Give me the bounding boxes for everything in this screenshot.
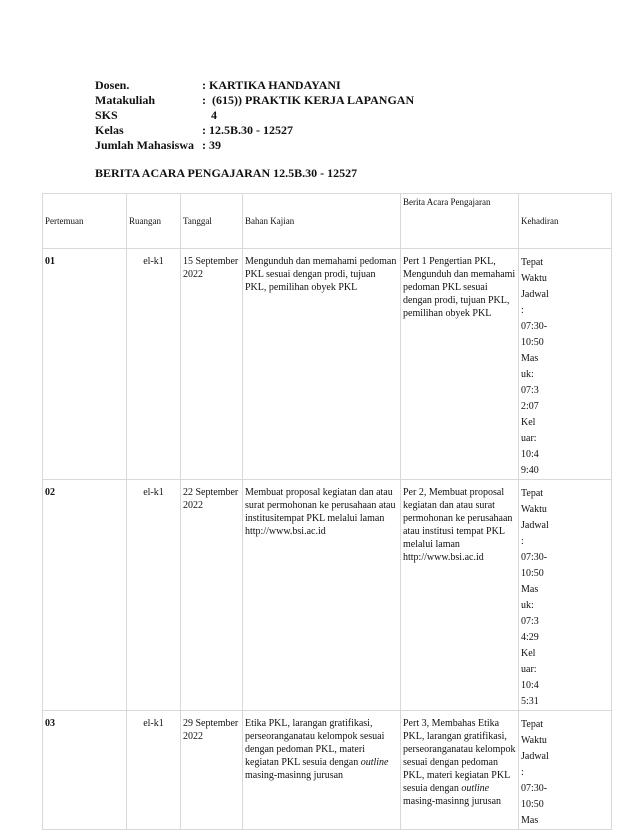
kehadiran-line: Tepat: [521, 719, 544, 730]
kehadiran-line: :: [521, 305, 524, 316]
kehadiran-line: Mas: [521, 584, 539, 595]
table-row: [43, 480, 612, 711]
kehadiran-line: 10:4: [521, 449, 539, 460]
cell-tanggal: 15 September 2022: [181, 249, 243, 480]
cell-pertemuan: 02: [43, 480, 127, 711]
info-dosen: [95, 78, 414, 93]
kehadiran-line: Tepat: [521, 488, 544, 499]
kehadiran-line: :: [521, 536, 524, 547]
cell-ruangan: el-k1: [127, 249, 181, 480]
col-kehadiran: Kehadiran: [519, 194, 612, 249]
label-dosen: Dosen.: [95, 78, 130, 92]
cell-kehadiran: [519, 480, 612, 711]
cell-pertemuan: 01: [43, 249, 127, 480]
info-kelas: [95, 123, 414, 138]
cell-berita-acara: [401, 711, 519, 830]
kehadiran-line: 10:4: [521, 680, 539, 691]
cell-berita-acara: Pert 1 Pengertian PKL, Mengunduh dan memahami pedoman PKL sesuai dengan prodi, tujuan PKL, pemilihan obyek PKL: [401, 249, 519, 480]
kehadiran-line: Mas: [521, 353, 539, 364]
berita-text: Pert 3, Membahas Etika PKL, larangan gratifikasi, perseoranganatau kelompok sesuai dengan pedoman PKL, materi kegiatan PKL sesuia dengan: [403, 718, 516, 794]
value-kelas: : 12.5B.30 - 12527: [202, 123, 293, 137]
kehadiran-line: Jadwal: [521, 520, 549, 531]
kehadiran-line: Mas: [521, 815, 539, 826]
table-row: [43, 249, 612, 480]
kehadiran-line: Waktu: [521, 273, 547, 284]
berita-emphasis: outline: [461, 783, 490, 794]
kehadiran-line: 07:30-: [521, 783, 548, 794]
info-jumlah: [95, 138, 414, 153]
kehadiran-line: :: [521, 767, 524, 778]
kehadiran-line: Jadwal: [521, 751, 549, 762]
cell-tanggal: 22 September 2022: [181, 480, 243, 711]
cell-pertemuan: 03: [43, 711, 127, 830]
label-kelas: Kelas: [95, 123, 124, 137]
info-matakuliah: [95, 93, 414, 108]
kehadiran-line: uk:: [521, 600, 534, 611]
page-title: BERITA ACARA PENGAJARAN 12.5B.30 - 12527: [95, 166, 358, 180]
kehadiran-line: 10:50: [521, 337, 544, 348]
kehadiran-line: 07:30-: [521, 321, 548, 332]
kehadiran-line: uar:: [521, 664, 537, 675]
berita-text-end: masing-masinng jurusan: [403, 796, 502, 807]
cell-bahan-kajian: [243, 711, 401, 830]
kehadiran-line: 9:40: [521, 465, 539, 476]
cell-ruangan: el-k1: [127, 480, 181, 711]
value-jumlah: : 39: [202, 138, 221, 152]
cell-bahan-kajian: Membuat proposal kegiatan dan atau surat permohonan ke perusahaan atau institusitempat PKL melalui laman http://www.bsi.ac.id: [243, 480, 401, 711]
cell-berita-acara: Per 2, Membuat proposal kegiatan dan atau surat permohonan ke perusahaan atau institusi tempat PKL melalui laman http://www.bsi.ac.id: [401, 480, 519, 711]
kehadiran-line: Jadwal: [521, 289, 549, 300]
cell-ruangan: el-k1: [127, 711, 181, 830]
kehadiran-line: 5:31: [521, 696, 539, 707]
col-berita-acara: Berita Acara Pengajaran: [401, 194, 519, 249]
kehadiran-line: 10:50: [521, 799, 544, 810]
kehadiran-line: Kel: [521, 417, 536, 428]
table-row: [43, 711, 612, 830]
col-ruangan: Ruangan: [127, 194, 181, 249]
label-sks: SKS: [95, 108, 118, 122]
kehadiran-line: uar:: [521, 433, 537, 444]
kehadiran-line: Tepat: [521, 257, 544, 268]
value-sks: 4: [202, 108, 217, 122]
cell-kehadiran: [519, 711, 612, 830]
bahan-text: Etika PKL, larangan gratifikasi, perseoranganatau kelompok sesuai dengan pedoman PKL, materi kegiatan PKL sesuia dengan: [245, 718, 385, 768]
kehadiran-line: 10:50: [521, 568, 544, 579]
col-bahan-kajian: Bahan Kajian: [243, 194, 401, 249]
kehadiran-line: uk:: [521, 369, 534, 380]
value-matakuliah: : (615)) PRAKTIK KERJA LAPANGAN: [202, 93, 415, 107]
cell-bahan-kajian: Mengunduh dan memahami pedoman PKL sesuai dengan prodi, tujuan PKL, pemilihan obyek PKL: [243, 249, 401, 480]
kehadiran-line: 4:29: [521, 632, 539, 643]
bahan-emphasis: outline: [360, 757, 389, 768]
label-jumlah: Jumlah Mahasiswa: [95, 138, 195, 152]
table-header-row: [43, 194, 612, 249]
kehadiran-line: 07:30-: [521, 552, 548, 563]
label-matakuliah: Matakuliah: [95, 93, 156, 107]
col-pertemuan: Pertemuan: [43, 194, 127, 249]
cell-tanggal: 29 September 2022: [181, 711, 243, 830]
course-info: [95, 78, 414, 153]
kehadiran-line: 07:3: [521, 616, 539, 627]
kehadiran-line: Kel: [521, 648, 536, 659]
teaching-log-table: [42, 193, 612, 830]
info-sks: [95, 108, 414, 123]
bahan-text-end: masing-masinng jurusan: [245, 770, 344, 781]
kehadiran-line: 2:07: [521, 401, 539, 412]
col-tanggal: Tanggal: [181, 194, 243, 249]
kehadiran-line: 07:3: [521, 385, 539, 396]
kehadiran-line: Waktu: [521, 735, 547, 746]
cell-kehadiran: [519, 249, 612, 480]
kehadiran-line: Waktu: [521, 504, 547, 515]
value-dosen: : KARTIKA HANDAYANI: [202, 78, 341, 92]
